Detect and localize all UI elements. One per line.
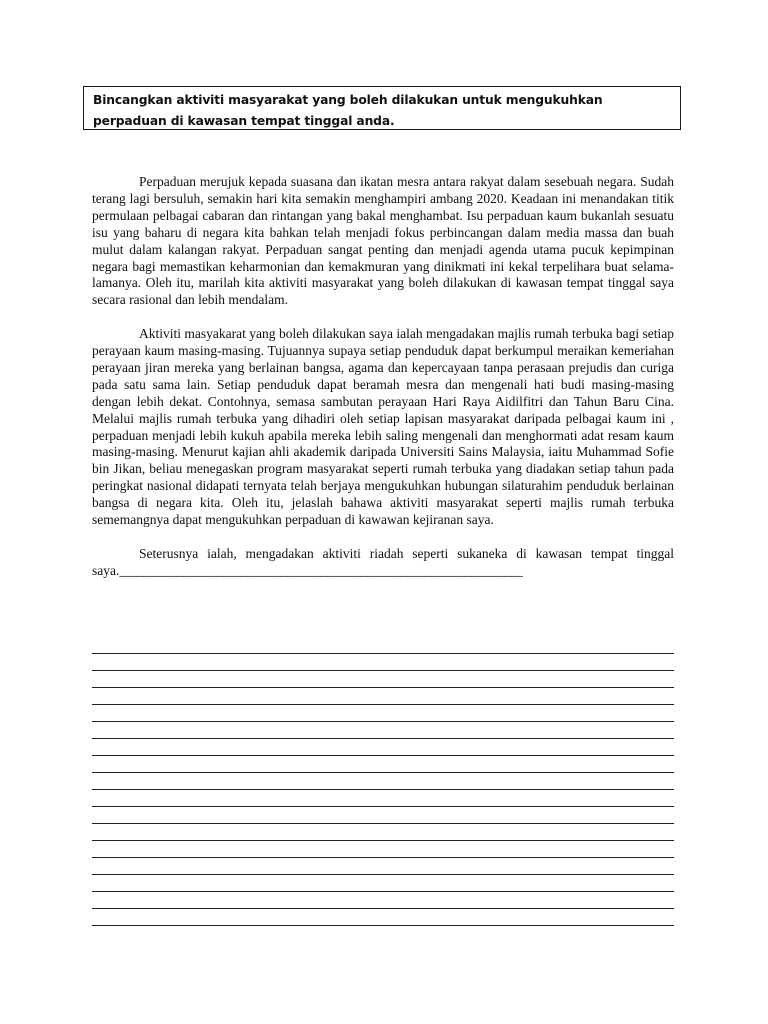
answer-line xyxy=(92,858,674,875)
answer-line xyxy=(92,875,674,892)
question-box xyxy=(83,86,681,130)
paragraph-point-two-text: Seterusnya ialah, mengadakan aktiviti riadah seperti sukaneka di kawasan tempat tinggal saya. xyxy=(92,545,674,578)
answer-line xyxy=(92,892,674,909)
answer-line xyxy=(92,756,674,773)
answer-line xyxy=(92,841,674,858)
answer-line xyxy=(92,705,674,722)
answer-line xyxy=(92,790,674,807)
answer-line xyxy=(92,807,674,824)
answer-line xyxy=(92,722,674,739)
question-text: Bincangkan aktiviti masyarakat yang boleh dilakukan untuk mengukuhkan perpaduan di kawasan tempat tinggal anda. xyxy=(93,93,603,128)
answer-line xyxy=(92,688,674,705)
essay-body xyxy=(92,174,674,580)
answer-line xyxy=(92,671,674,688)
writing-blank-start: ______________________________________________________________________ xyxy=(119,562,522,578)
answer-line xyxy=(92,824,674,841)
paragraph-point-two xyxy=(92,546,674,580)
answer-line xyxy=(92,739,674,756)
answer-line xyxy=(92,773,674,790)
paragraph-introduction: Perpaduan merujuk kepada suasana dan ikatan mesra antara rakyat dalam sesebuah negara. Sudah terang lagi bersuluh, semakin hari kita semakin menghampiri ambang 2020. Keadaan ini menandakan titik permulaan pelbagai cabaran dan rintangan yang bakal menghambat. Isu perpaduan kaum bukanlah sesuatu isu yang baharu di negara kita bahkan telah menjadi fokus perbincangan dalam media massa dan buah mulut dalam kalangan rakyat. Perpaduan sangat penting dan menjadi agenda utama pucuk kepimpinan negara bagi memastikan keharmonian dan kemakmuran yang dinikmati ini kekal terpelihara buat selama-lamanya. Oleh itu, marilah kita aktiviti masyarakat yang boleh dilakukan di kawasan tempat tinggal saya secara rasional dan lebih mendalam. xyxy=(92,174,674,308)
answer-line xyxy=(92,637,674,654)
paragraph-point-one: Aktiviti masyakarat yang boleh dilakukan saya ialah mengadakan majlis rumah terbuka bagi setiap perayaan kaum masing-masing. Tujuannya supaya setiap penduduk dapat berkumpul meraikan kemeriahan perayaan jiran mereka yang berlainan bangsa, agama dan kepercayaan tanpa perasaan prejudis dan curiga pada satu sama lain. Setiap penduduk dapat beramah mesra dan mengenali hati budi masing-masing dengan lebih dekat. Contohnya, semasa sambutan perayaan Hari Raya Aidilfitri dan Tahun Baru Cina. Melalui majlis rumah terbuka yang dihadiri oleh setiap lapisan masyarakat daripada pelbagai kaum ini , perpaduan menjadi lebih kukuh apabila mereka lebih saling mengenali dan menghormati adat resam kaum masing-masing. Menurut kajian ahli akademik daripada Universiti Sains Malaysia, iaitu Muhammad Sofie bin Jikan, beliau menegaskan program masyarakat seperti rumah terbuka yang diadakan setiap tahun pada peringkat nasional didapati ternyata telah berjaya mengukuhkan hubungan silaturahim penduduk berlainan bangsa di negara kita. Oleh itu, jelaslah bahawa aktiviti masyarakat seperti majlis rumah terbuka sememangnya dapat mengukuhkan perpaduan di kawawan kejiranan saya. xyxy=(92,326,674,528)
answer-line xyxy=(92,909,674,926)
answer-line xyxy=(92,654,674,671)
answer-lines xyxy=(92,637,674,926)
